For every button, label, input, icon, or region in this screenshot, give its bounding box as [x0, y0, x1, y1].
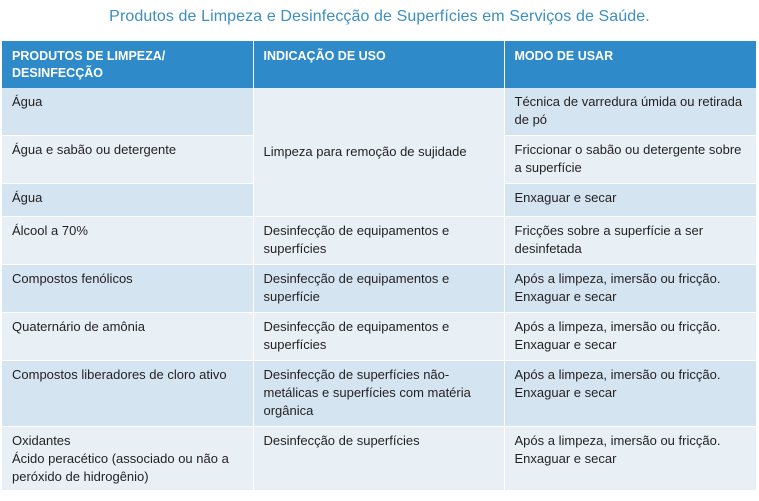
cell-produto [2, 426, 253, 490]
cell-indicacao: Desinfecção de superfícies não-metálicas e superfícies com matéria orgânica [253, 360, 504, 426]
cell-produto-line2: Ácido peracético (associado ou não a peróxido de hidrogênio) [12, 450, 229, 484]
header-indicacao: INDICAÇÃO DE USO [253, 41, 504, 88]
table-header-row [2, 41, 756, 88]
page-title: Produtos de Limpeza e Desinfecção de Superfícies em Serviços de Saúde. [109, 8, 650, 25]
cell-produto: Água [2, 88, 253, 135]
table-row [2, 360, 756, 426]
header-produtos: PRODUTOS DE LIMPEZA/ DESINFECÇÃO [2, 41, 253, 88]
cell-produto: Compostos liberadores de cloro ativo [2, 360, 253, 426]
cell-produto: Compostos fenólicos [2, 264, 253, 312]
header-modo: MODO DE USAR [504, 41, 756, 88]
cell-indicacao: Desinfecção de equipamentos e superfícies [253, 216, 504, 264]
cell-modo: Após a limpeza, imersão ou fricção. Enxaguar e secar [504, 312, 756, 360]
cell-indicacao-merged: Limpeza para remoção de sujidade [253, 88, 504, 216]
cell-indicacao: Desinfecção de equipamentos e superfícies [253, 312, 504, 360]
table-row [2, 264, 756, 312]
cell-produto: Álcool a 70% [2, 216, 253, 264]
cell-modo: Após a limpeza, imersão ou fricção. Enxaguar e secar [504, 426, 756, 490]
table-row [2, 216, 756, 264]
cell-produto-line1: Oxidantes [12, 432, 71, 448]
cell-modo: Após a limpeza, imersão ou fricção. Enxaguar e secar [504, 360, 756, 426]
cell-produto: Água [2, 183, 253, 216]
cell-modo: Após a limpeza, imersão ou fricção. Enxaguar e secar [504, 264, 756, 312]
cell-modo: Enxaguar e secar [504, 183, 756, 216]
cell-indicacao: Desinfecção de equipamentos e superfície [253, 264, 504, 312]
cell-modo: Friccionar o sabão ou detergente sobre a superfície [504, 135, 756, 183]
cell-modo: Técnica de varredura úmida ou retirada de pó [504, 88, 756, 135]
table-row [2, 312, 756, 360]
table-row [2, 426, 756, 490]
cell-produto: Quaternário de amônia [2, 312, 253, 360]
cell-indicacao: Desinfecção de superfícies [253, 426, 504, 490]
table-row [2, 88, 756, 135]
cell-produto: Água e sabão ou detergente [2, 135, 253, 183]
cleaning-products-table [2, 41, 756, 491]
cell-modo: Fricções sobre a superfície a ser desinfetada [504, 216, 756, 264]
